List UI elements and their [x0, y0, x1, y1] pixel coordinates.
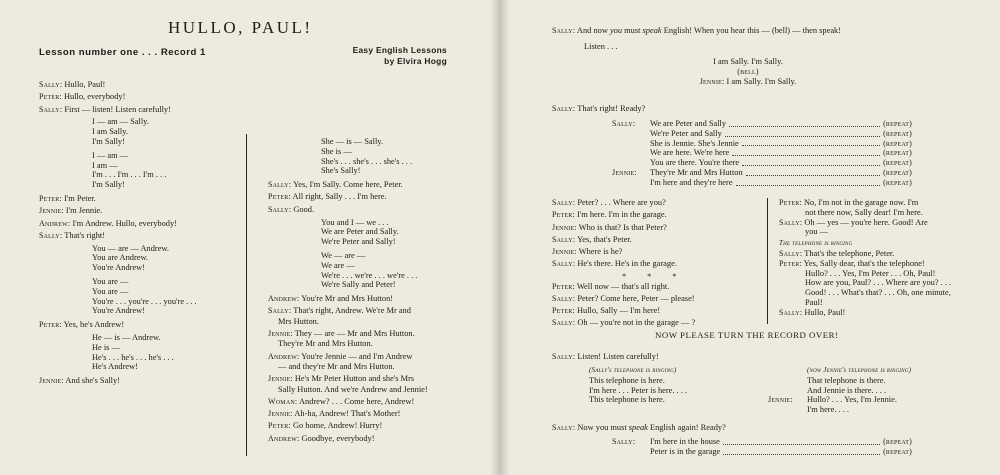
- dot-leader: [732, 155, 880, 156]
- dialogue-line: [268, 306, 428, 316]
- repeat-row: [612, 178, 912, 188]
- dialogue-line: [39, 105, 197, 115]
- speaker: Sally:: [552, 104, 576, 113]
- line-text: Oh — yes — you're here. Good! Are: [804, 217, 928, 227]
- repeat-cue: (repeat): [883, 167, 912, 177]
- line-text: He's Mr Peter Hutton and she's Mrs: [294, 374, 415, 384]
- line-text: Listen! Listen carefully!: [577, 352, 659, 361]
- line-text: I'm here. I'm in the garage.: [576, 210, 667, 220]
- repeat-row: [612, 168, 912, 178]
- speaker: Sally:: [779, 307, 803, 317]
- line-text: You're Jennie — and I'm Andrew: [301, 351, 413, 361]
- dialogue-line: [268, 421, 428, 431]
- line-text: Hullo? . . . Yes, I'm Jennie.: [807, 395, 897, 405]
- line-text: Hullo, everybody!: [63, 92, 126, 102]
- line-text: Who is that? Is that Peter?: [578, 222, 667, 232]
- line-text: You are there. You're there: [650, 158, 740, 168]
- speaker: Peter:: [39, 193, 62, 203]
- line-text: I'm Jennie.: [65, 206, 103, 216]
- speaker: Peter:: [268, 421, 291, 431]
- repeat-cue: (repeat): [883, 119, 912, 128]
- dialogue-line: [552, 306, 695, 316]
- speaker: Peter:: [552, 281, 575, 291]
- repeat-cue: (repeat): [883, 138, 912, 148]
- indented-block: [39, 117, 197, 146]
- speaker: Peter:: [39, 320, 62, 330]
- indented-block: [268, 218, 428, 247]
- indented-line: I — am —: [92, 150, 129, 160]
- dialogue-line: [268, 329, 428, 339]
- line-text: That's right!: [64, 230, 106, 240]
- dot-leader: [746, 175, 880, 176]
- dialogue-line: [552, 247, 695, 257]
- line-text: Ah-ha, Andrew! That's Mother!: [294, 409, 401, 419]
- indented-line: We are Peter and Sally.: [321, 227, 399, 237]
- intro-text: must: [622, 26, 643, 35]
- indented-line: You are Andrew.: [92, 253, 149, 263]
- line-text: Where is he?: [578, 247, 623, 257]
- line-text: Peter? . . . Where are you?: [577, 198, 666, 207]
- continuation-line: Mrs Hutton.: [278, 316, 319, 326]
- speaker: Andrew:: [39, 218, 71, 228]
- speaker: Andrew:: [268, 351, 300, 361]
- stage-direction: (now Jennie's telephone is ringing): [807, 366, 912, 374]
- line-text: He's there. He's in the garage.: [577, 259, 677, 269]
- speaker: Sally:: [612, 119, 636, 128]
- dialogue-line: [268, 397, 428, 407]
- dot-leader: [736, 185, 881, 186]
- repeat-cue: (repeat): [883, 158, 912, 168]
- indented-line: You are —: [92, 277, 129, 287]
- left-page: [0, 0, 497, 475]
- indented-line: I am Sally.: [92, 127, 128, 137]
- speaker: Peter:: [779, 258, 802, 268]
- dialogue-line: [768, 395, 911, 405]
- repeat-row: [612, 119, 912, 129]
- stage-direction: (Sally's telephone is ringing): [589, 366, 677, 374]
- line-text: We're Peter and Sally: [650, 128, 722, 138]
- speaker: Andrew:: [268, 294, 300, 304]
- indented-line: He's Andrew!: [92, 362, 138, 372]
- indented-line: I'm . . . I'm . . . I'm . . .: [92, 170, 167, 180]
- ready-text: That's right! Ready?: [577, 104, 646, 113]
- line-text: Well now — that's all right.: [576, 281, 670, 291]
- line-text: Oh — you're not in the garage — ?: [577, 318, 696, 328]
- telephone-block-2: [768, 366, 911, 415]
- left-column-2: [268, 134, 428, 446]
- column-divider: [767, 198, 768, 324]
- indented-block: [39, 333, 197, 372]
- dialogue-line: [268, 352, 428, 362]
- speaker: Jennie:: [268, 374, 293, 384]
- speaker: Sally:: [552, 234, 576, 244]
- indented-block: [39, 244, 197, 273]
- speaker: Sally:: [552, 26, 576, 35]
- indented-line: We are —: [321, 260, 355, 270]
- series-title: Easy English Lessons: [352, 45, 447, 55]
- line-text: you —: [805, 227, 829, 237]
- repeat-cue: (repeat): [883, 148, 912, 158]
- line-text: English again! Ready?: [647, 423, 726, 432]
- speaker: Sally:: [552, 318, 576, 328]
- left-column-1: [39, 80, 197, 389]
- dialogue-line: [552, 318, 695, 328]
- bell-cue: (bell): [737, 66, 759, 76]
- line-text: They — are — Mr and Mrs Hutton.: [294, 329, 415, 339]
- dialogue-line: [552, 259, 695, 269]
- speaker: Sally:: [39, 80, 63, 89]
- speaker: Sally:: [552, 352, 576, 361]
- speaker: Jennie:: [39, 376, 64, 386]
- dialogue-line: [552, 223, 695, 233]
- line-text: not there now, Sally dear! I'm here.: [805, 207, 923, 217]
- indented-line: You're Andrew!: [92, 263, 145, 273]
- line-text: No, I'm not in the garage now. I'm: [803, 198, 919, 207]
- repeat-drill-2: [612, 437, 912, 457]
- line-text: We are here. We're here: [650, 148, 730, 158]
- repeat-cue: (repeat): [883, 177, 912, 187]
- dialogue-line: [552, 282, 695, 292]
- line-text: Good.: [293, 204, 315, 214]
- speaker: Peter:: [39, 92, 62, 102]
- centered-example: [623, 57, 873, 86]
- dialogue-line: [39, 219, 197, 229]
- speaker: Sally:: [612, 437, 636, 446]
- indented-line: She's Sally!: [321, 166, 361, 176]
- speaker: Sally:: [268, 180, 292, 190]
- line-text: First — listen! Listen carefully!: [64, 104, 171, 114]
- dialogue-line: [39, 231, 197, 241]
- indented-line: We're Peter and Sally!: [321, 237, 396, 247]
- dialogue-line: [779, 249, 951, 259]
- indented-line: He — is — Andrew.: [92, 333, 161, 343]
- line-text: Hullo, Paul!: [804, 307, 846, 317]
- repeat-row: [612, 437, 912, 447]
- speaker: Peter:: [552, 306, 575, 316]
- dot-leader: [725, 136, 880, 137]
- indented-line: You're . . . you're . . . you're . . .: [92, 296, 197, 306]
- dialogue-line: [268, 409, 428, 419]
- series-credit: [353, 45, 447, 67]
- ready-line: [552, 104, 645, 114]
- speaker: Jennie:: [268, 329, 293, 339]
- speaker: Jennie:: [612, 167, 637, 177]
- indented-line: You're Andrew!: [92, 306, 145, 316]
- dialogue-line: [552, 235, 695, 245]
- intro-line: [552, 26, 841, 36]
- indented-line: You — are — Andrew.: [92, 243, 169, 253]
- continuation-line: They're Mr and Mrs Hutton.: [278, 339, 373, 349]
- indented-block: [39, 151, 197, 190]
- line-text: Hullo, Sally — I'm here!: [576, 306, 661, 316]
- repeat-cue: (repeat): [883, 446, 912, 456]
- author: by Elvira Hogg: [384, 56, 447, 66]
- indented-block: [39, 277, 197, 316]
- dialogue-line: [552, 198, 695, 208]
- line-text: All right, Sally . . . I'm here.: [292, 192, 387, 202]
- dot-leader: [723, 454, 880, 455]
- dialogue-line: [779, 198, 951, 208]
- telephone-block-1: [589, 366, 687, 405]
- repeat-row: [612, 148, 912, 158]
- dot-leader: [742, 145, 880, 146]
- line-text: Paul!: [805, 297, 823, 307]
- line-text: Yes, Sally dear, that's the telephone!: [803, 258, 925, 268]
- indented-line: He's . . . he's . . . he's . . .: [92, 352, 174, 362]
- speaker: Jennie:: [552, 222, 577, 232]
- line-text: Hullo? . . . Yes, I'm Peter . . . Oh, Paul!: [805, 268, 936, 278]
- line-text: That telephone is there.: [807, 375, 886, 385]
- dot-leader: [729, 126, 880, 127]
- line-text: Yes, I'm Sally. Come here, Peter.: [293, 180, 403, 190]
- indented-block: [268, 251, 428, 290]
- line-text: Goodbye, everybody!: [301, 433, 375, 443]
- speaker: Jennie:: [768, 395, 793, 405]
- dot-leader: [723, 444, 880, 445]
- example-line: [623, 77, 873, 87]
- dialogue-line: [268, 374, 428, 384]
- speaker: Sally:: [39, 230, 63, 240]
- line-text: That's right, Andrew. We're Mr and: [293, 306, 411, 316]
- column-divider: [246, 134, 247, 456]
- stage-direction: The telephone is ringing: [779, 239, 853, 248]
- repeat-row: [612, 129, 912, 139]
- indented-line: She — is — Sally.: [321, 137, 384, 146]
- turn-record-heading: NOW PLEASE TURN THE RECORD OVER!: [655, 330, 839, 340]
- speaker: Sally:: [39, 104, 63, 114]
- intro-text: English! When you hear this — (bell) — then speak!: [661, 26, 842, 35]
- indented-line: We're Sally and Peter!: [321, 280, 396, 290]
- speaker: Peter:: [779, 198, 802, 207]
- continuation-line: — and they're Mr and Mrs Hutton.: [278, 361, 395, 371]
- continuation-line: Sally Hutton. And we're Andrew and Jennie!: [278, 384, 428, 394]
- line-text: I'm here . . . Peter is here. . . .: [589, 385, 688, 395]
- line-text: This telephone is here.: [589, 395, 665, 405]
- listen-line: Listen . . .: [584, 42, 618, 51]
- speaker: Sally:: [552, 423, 576, 432]
- line-text: Peter? Come here, Peter — please!: [577, 293, 695, 303]
- dialogue-line: [39, 194, 197, 204]
- dialogue-line: [552, 210, 695, 220]
- repeat-row: [612, 139, 912, 149]
- indented-line: I'm Sally!: [92, 180, 125, 190]
- line-text: Go home, Andrew! Hurry!: [292, 421, 383, 431]
- speaker: Jennie:: [699, 76, 725, 86]
- dialogue-line: [268, 192, 428, 202]
- speaker: Peter:: [552, 210, 575, 220]
- line-emphasis: speak: [628, 423, 648, 432]
- line-text: Yes, that's Peter.: [577, 234, 632, 244]
- indented-line: She's . . . she's . . . she's . . .: [321, 156, 413, 166]
- dialogue-line: [268, 180, 428, 190]
- repeat-cue: (repeat): [883, 437, 912, 446]
- line-text: And she's Sally!: [65, 376, 120, 386]
- dialogue-line: [552, 294, 695, 304]
- page-title: HULLO, PAUL!: [168, 18, 313, 37]
- right-page: [503, 0, 1000, 475]
- speaker: Jennie:: [268, 409, 293, 419]
- repeat-row: [612, 447, 912, 457]
- repeat-row: [612, 158, 912, 168]
- line-text: They're Mr and Mrs Hutton: [650, 167, 743, 177]
- speaker: Sally:: [552, 198, 576, 207]
- indented-line: We're . . . we're . . . we're . . .: [321, 270, 418, 280]
- line-text: Good! . . . What's that? . . . Oh, one minute,: [805, 288, 951, 298]
- right-column-a: [552, 198, 695, 331]
- speaker: Sally:: [779, 217, 803, 227]
- dialogue-line: [39, 206, 197, 216]
- line-text: Andrew? . . . Come here, Andrew!: [298, 396, 415, 406]
- line-text: She is Jennie. She's Jennie: [650, 138, 739, 148]
- line-text: Now you must: [577, 423, 629, 432]
- dialogue-line: [779, 259, 951, 269]
- indented-line: She is —: [321, 146, 352, 156]
- repeat-cue: (repeat): [883, 128, 912, 138]
- lesson-heading: Lesson number one . . . Record 1: [39, 47, 206, 58]
- final-line: [552, 423, 726, 433]
- right-column-b: [779, 198, 951, 318]
- dialogue-line: [39, 80, 197, 90]
- line-text: We are Peter and Sally: [650, 119, 727, 128]
- line-text: I'm Andrew. Hullo, everybody!: [72, 218, 177, 228]
- listen2-line: [552, 352, 659, 362]
- line-text: I'm here and they're here: [650, 177, 733, 187]
- dialogue-line: [39, 320, 197, 330]
- indented-line: We — are —: [321, 250, 366, 260]
- dialogue-line: [268, 434, 428, 444]
- speaker: Jennie:: [39, 206, 64, 216]
- line-text: Hullo, Paul!: [64, 80, 106, 89]
- indented-line: I am —: [92, 160, 118, 170]
- section-break: * * *: [622, 271, 677, 281]
- speaker: Sally:: [779, 248, 803, 258]
- speaker: Andrew:: [268, 433, 300, 443]
- indented-line: I'm Sally!: [92, 136, 125, 146]
- intro-text: And now: [576, 26, 610, 35]
- line-text: This telephone is here.: [589, 375, 665, 385]
- line-text: And Jennie is there. . . .: [807, 385, 887, 395]
- example-line: I am Sally. I'm Sally.: [713, 57, 783, 66]
- dialogue-line: [779, 308, 951, 318]
- dot-leader: [742, 165, 880, 166]
- line-text: Peter is in the garage: [650, 446, 721, 456]
- indented-block: [268, 137, 428, 176]
- speaker: Woman:: [268, 396, 298, 406]
- speaker: Sally:: [552, 259, 576, 269]
- repeat-drill-1: [612, 119, 912, 188]
- speaker: Sally:: [552, 293, 576, 303]
- line-text: How are you, Paul? . . . Where are you? . . .: [805, 278, 952, 288]
- dialogue-line: [268, 205, 428, 215]
- dialogue-line: [268, 294, 428, 304]
- indented-line: You and I — we . . .: [321, 217, 389, 227]
- line-text: You're Mr and Mrs Hutton!: [301, 294, 394, 304]
- line-text: I'm here. . . .: [807, 405, 849, 415]
- line-text: I'm here in the house: [650, 437, 720, 446]
- line-text: I'm Peter.: [63, 193, 96, 203]
- dialogue-line: [39, 92, 197, 102]
- speaker: Peter:: [268, 192, 291, 202]
- speaker: Sally:: [268, 306, 292, 316]
- indented-line: I — am — Sally.: [92, 117, 149, 127]
- line-text: Yes, he's Andrew!: [63, 320, 125, 330]
- indented-line: He is —: [92, 342, 120, 352]
- dialogue-line: [39, 376, 197, 386]
- speaker: Sally:: [268, 204, 292, 214]
- line-text: That's the telephone, Peter.: [804, 248, 895, 258]
- example-text: I am Sally. I'm Sally.: [726, 76, 797, 86]
- indented-line: You are —: [92, 286, 129, 296]
- intro-emphasis: speak: [642, 26, 662, 35]
- speaker: Jennie:: [552, 247, 577, 257]
- intro-emphasis: you: [609, 26, 623, 35]
- dialogue-line: [779, 218, 951, 228]
